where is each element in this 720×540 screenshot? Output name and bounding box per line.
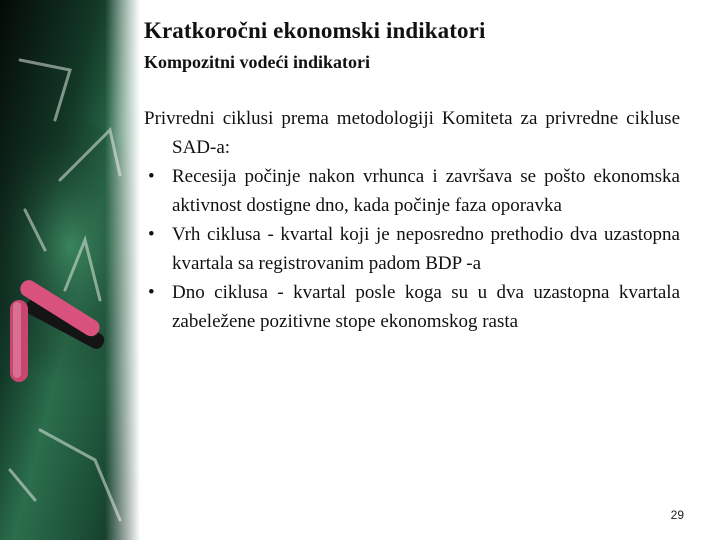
- bullet-text: Vrh ciklusa - kvartal koji je neposredno prethodio dva uzastopna kvartala sa registrovanim padom BDP -a: [172, 224, 680, 274]
- bullet-text: Dno ciklusa - kvartal posle koga su u dva uzastopna kvartala zabeležene pozitivne stope ekonomskog rasta: [172, 282, 680, 332]
- bullet-icon: •: [148, 166, 155, 187]
- bullet-list: [144, 162, 680, 336]
- list-item: [144, 162, 680, 220]
- intro-paragraph: Privredni ciklusi prema metodologiji Komiteta za privredne cikluse SAD-a:: [144, 108, 680, 158]
- bullet-icon: •: [148, 282, 155, 303]
- slide-subtitle: Kompozitni vodeći indikatori: [144, 52, 371, 72]
- slide-title: Kratkoročni ekonomski indikatori: [144, 18, 486, 43]
- page-number: 29: [670, 508, 684, 522]
- bullet-icon: •: [148, 224, 155, 245]
- list-item: [144, 220, 680, 278]
- list-item: [144, 278, 680, 336]
- slide-body: [144, 104, 680, 336]
- chalkboard-decoration: [0, 0, 140, 540]
- chalkboard-with-chalk-icon: [0, 0, 140, 540]
- bullet-text: Recesija počinje nakon vrhunca i završava se pošto ekonomska aktivnost dostigne dno, kada počinje faza oporavka: [172, 166, 680, 216]
- slide-content: [144, 16, 680, 336]
